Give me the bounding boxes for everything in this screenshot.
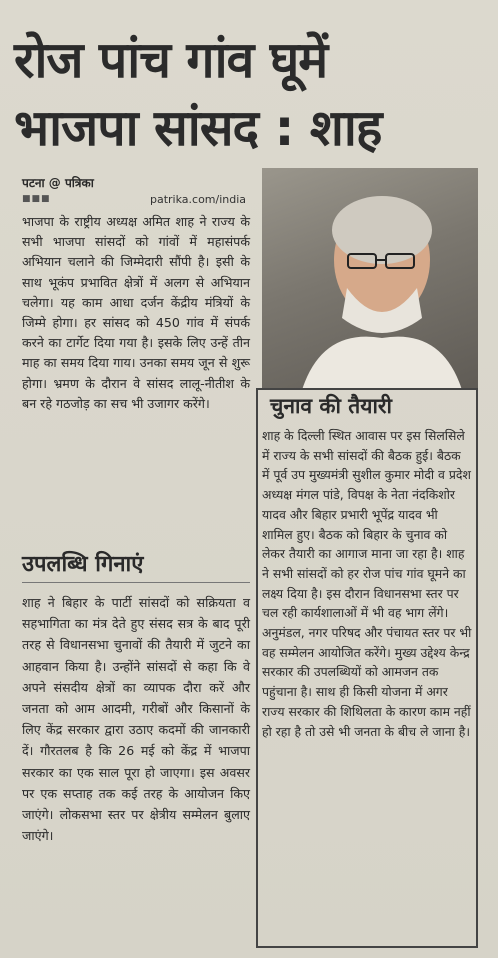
person-portrait-icon <box>262 168 478 390</box>
sidebar-body: शाह के दिल्ली स्थित आवास पर इस सिलसिले में राज्य के सभी सांसदों की बैठक हुई। बैठक में पूर्व उप मुख्यमंत्री सुशील कुमार मोदी व प्रदेश अध्यक्ष मंगल पांडे, विपक्ष के नेता नंदकिशोर यादव और बिहार प्रभारी भूपेंद्र यादव भी शामिल हुए। बैठक को बिहार के चुनाव को लेकर तैयारी का आगाज माना जा रहा है। शाह ने सभी सांसदों को हर रोज पांच गांव घूमने का लक्ष्य दिया है। इस दौरान विधानसभा स्तर पर चल रही कार्यशालाओं में भी वह भाग लेंगे। अनुमंडल, नगर परिषद और पंचायत स्तर पर भी वह सम्मेलन आयोजित करेंगे। मुख्य उद्देश्य केन्द्र सरकार की उपलब्धियों को आमजन तक पहुंचाना है। साथ ही किसी योजना में अगर राज्य सरकार की शिथिलता के कारण काम नहीं हो रहा है तो उसे भी जनता के बीच ले जाना है। <box>262 428 472 739</box>
article-body-achievements: शाह ने बिहार के पार्टी सांसदों को सक्रियता व सहभागिता का मंत्र देते हुए संसद सत्र के बाद पूरी तरह से विधानसभा चुनावों की तैयारी में जुटने का आहवान किया है। उन्होंने सांसदों से कहा कि वे अपने संसदीय क्षेत्रों का व्यापक दौरा करें और जनता को आम आदमी, गरीबों और किसानों के लिए केंद्र सरकार द्वारा उठाए कदमों की जानकारी दें। गौरतलब है कि 26 मई को केंद्र में भाजपा सरकार का एक साल पूरा हो जाएगा। इस अवसर पर एक सप्ताह तक कई तरह के आयोजन किए जाएंगे। लोकसभा स्तर पर क्षेत्रीय सम्मेलन बुलाए जाएंगे। <box>22 595 250 844</box>
article-body-intro: भाजपा के राष्ट्रीय अध्यक्ष अमित शाह ने राज्य के सभी भाजपा सांसदों को गांवों में महासंपर्क अभियान चलाने की जिम्मेदारी सौंपी है। इसी के साथ भूकंप प्रभावित क्षेत्रों में अलग से अभियान चलेगा। यह काम आधा दर्जन केंद्रीय मंत्रियों के जिम्मे होगा। हर सांसद को 450 गांव में संपर्क करने का टार्गेट दिया गया है। इसके लिए उन्हें तीन माह का समय दिया गाय। उनका समय जून से शुरू होगा। भ्रमण के दौरान वे सांसद लालू-नीतीश के बन रहे गठजोड़ का सच भी उजागर करेंगे। <box>22 214 250 411</box>
subheading-achievements: उपलब्धि गिनाएं <box>22 552 144 577</box>
divider <box>22 582 250 583</box>
decorative-squares: ■■■ <box>22 194 51 204</box>
headline-line-2: भाजपा सांसद : शाह <box>14 99 382 157</box>
dateline: पटना @ पत्रिका <box>22 176 94 190</box>
headline-line-1: रोज पांच गांव घूमें <box>14 31 328 89</box>
source-url: patrika.com/india <box>150 193 247 206</box>
portrait-photo <box>262 168 478 390</box>
subheading-election-prep: चुनाव की तैयारी <box>270 394 392 418</box>
